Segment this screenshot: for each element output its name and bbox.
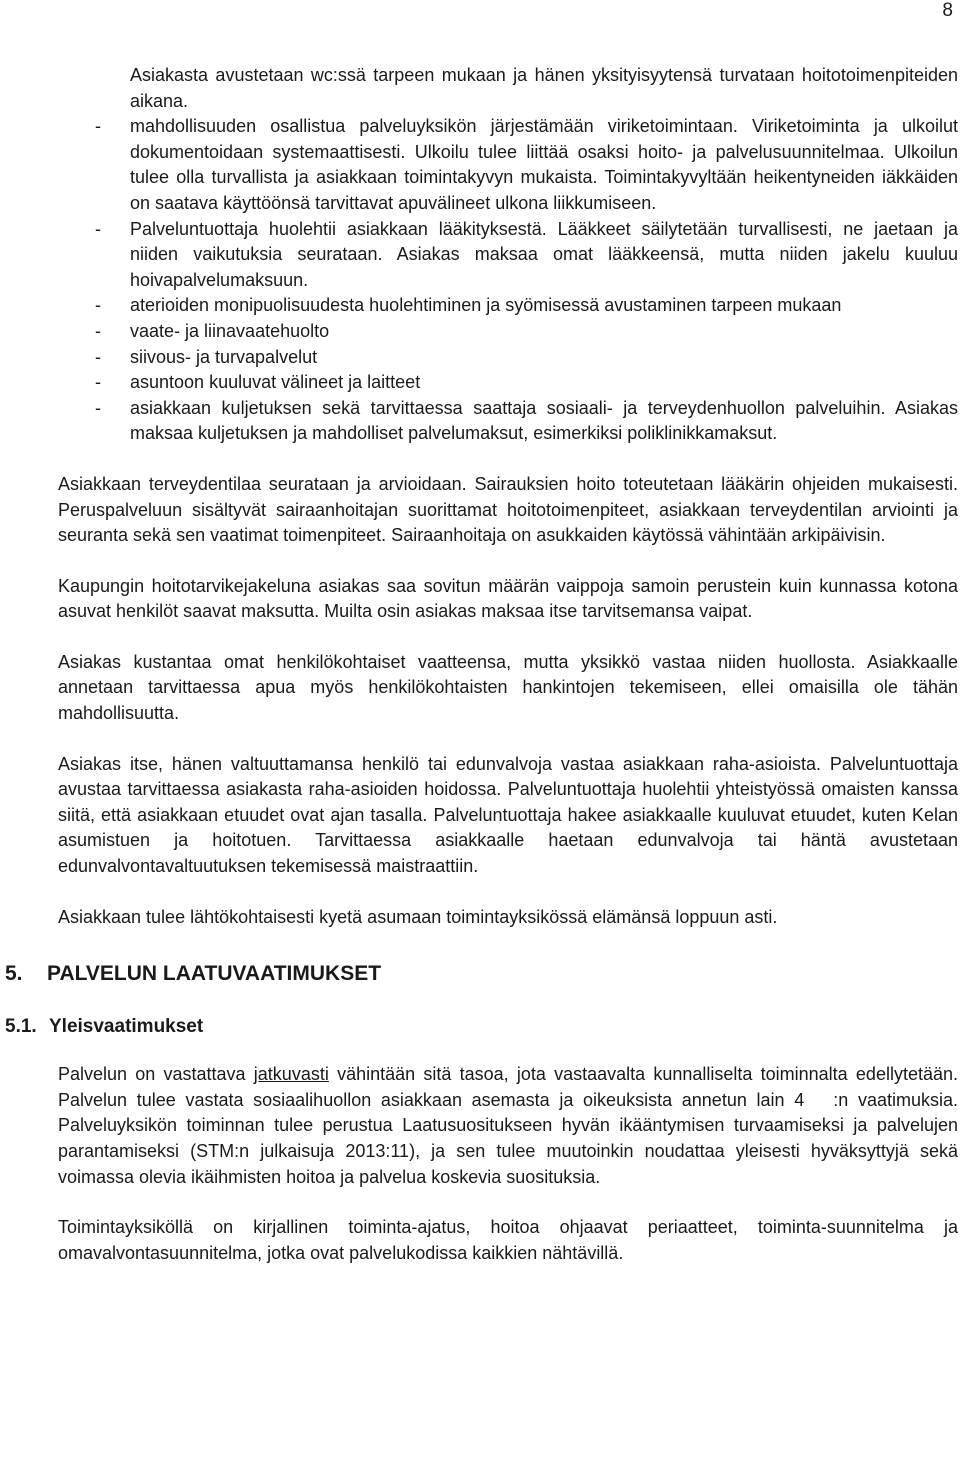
list-item-text: mahdollisuuden osallistua palveluyksikön järjestämään viriketoimintaan. Viriketoiminta ja ulkoilut dokumentoidaan systemaattisesti. Ulkoilu tulee liittää osaksi hoito- ja palvelusuunnitelmaa. Ulkoilun tulee olla turvallista ja asiakkaan toimintakyvyn mukaista. Toimintakyvyltään heikentyneiden iäkkäiden on saatava käyttöönsä tarvittavat apuvälineet ulkona liikkumiseen. — [130, 116, 958, 213]
list-item — [58, 293, 958, 319]
document-body — [5, 63, 958, 1266]
list-item-text: vaate- ja liinavaatehuolto — [130, 320, 330, 341]
list-dash: - — [95, 397, 101, 418]
list-dash: - — [95, 218, 101, 239]
list-item — [58, 217, 958, 294]
list-item-text: asuntoon kuuluvat välineet ja laitteet — [130, 372, 421, 393]
list-dash: - — [95, 372, 101, 393]
section-title: PALVELUN LAATUVAATIMUKSET — [47, 962, 382, 986]
section-heading — [5, 960, 958, 988]
list-item — [58, 370, 958, 396]
list-intro: Asiakasta avustetaan wc:ssä tarpeen mukaan ja hänen yksityisyytensä turvataan hoitotoimenpiteiden aikana. — [130, 65, 958, 111]
paragraph-finances: Asiakas itse, hänen valtuuttamansa henkilö tai edunvalvoja vastaa asiakkaan raha-asioista. Palveluntuottaja avustaa tarvittaessa asiakasta raha-asioiden hoidossa. Palveluntuottaja huolehtii yhteistyössä omaisten kanssa siitä, että asiakkaan etuudet ovat ajan tasalla. Palveluntuottaja hakee asiakkaalle kuuluvat etuudet, kuten Kelan asumistuen ja hoitotuen. Tarvittaessa asiakkaalle haetaan edunvalvoja tai häntä avustetaan edunvalvontavaltuutuksen tekemisessä maistraattiin. — [58, 753, 958, 877]
list-dash: - — [95, 295, 101, 316]
section-number: 5. — [5, 962, 23, 986]
list-item-text: asiakkaan kuljetuksen sekä tarvittaessa saattaja sosiaali- ja terveydenhuollon palveluihin. Asiakas maksaa kuljetuksen ja mahdolliset palvelumaksut, esimerkiksi poliklinikkamaksut. — [130, 397, 958, 444]
list-item — [58, 319, 958, 345]
list-item — [58, 396, 958, 447]
list-item — [58, 114, 958, 216]
paragraph-requirements — [58, 1062, 958, 1190]
paragraph-supplies: Kaupungin hoitotarvikejakeluna asiakas saa sovitun määrän vaippoja samoin perustein kuin kunnassa kotona asuvat henkilöt saavat maksutta. Muilta osin asiakas maksaa itse tarvitsemansa vaipat. — [58, 575, 958, 622]
list-dash: - — [95, 116, 101, 137]
paragraph-health: Asiakkaan terveydentilaa seurataan ja arvioidaan. Sairauksien hoito toteutetaan lääkärin ohjeiden mukaisesti. Peruspalveluun sisältyvät sairaanhoitajan suorittamat hoitotoimenpiteet, asiakkaan terveydentilan arviointi ja seuranta sekä sen vaatimat toimenpiteet. Sairaanhoitaja on asukkaiden käytössä vähintään arkipäivisin. — [58, 473, 958, 546]
requirements-text-before: Palvelun on vastattava — [58, 1064, 254, 1085]
subsection-number: 5.1. — [5, 1016, 37, 1038]
underlined-word: jatkuvasti — [253, 1064, 329, 1085]
page-number: 8 — [942, 0, 953, 21]
list-dash: - — [95, 346, 101, 367]
paragraph-mission: Toimintayksiköllä on kirjallinen toiminta-ajatus, hoitoa ohjaavat periaatteet, toiminta-suunnitelma ja omavalvontasuunnitelma, jotka ovat palvelukodissa kaikkien nähtävillä. — [58, 1217, 958, 1263]
subsection-title: Yleisvaatimukset — [49, 1016, 204, 1038]
subsection-heading — [5, 1014, 958, 1040]
list-item-text: siivous- ja turvapalvelut — [130, 346, 318, 367]
list-item-text: Palveluntuottaja huolehtii asiakkaan lääkityksestä. Lääkkeet säilytetään turvallisesti, ne jaetaan ja niiden vaikutuksia seurataan. Asiakas maksaa omat lääkkeensä, mutta niiden jakelu kuuluu hoivapalvelumaksuun. — [130, 218, 958, 290]
paragraph-living: Asiakkaan tulee lähtökohtaisesti kyetä asumaan toimintayksikössä elämänsä loppuun asti. — [58, 906, 778, 927]
list-item-text: aterioiden monipuolisuudesta huolehtiminen ja syömisessä avustaminen tarpeen mukaan — [130, 295, 842, 316]
paragraph-clothing: Asiakas kustantaa omat henkilökohtaiset vaatteensa, mutta yksikkö vastaa niiden huollosta. Asiakkaalle annetaan tarvittaessa apua myös henkilökohtaisten hankintojen tekemiseen, ellei omaisilla ole tähän mahdollisuutta. — [58, 651, 958, 724]
requirements-text-after: vähintään sitä tasoa, jota vastaavalta kunnalliselta toiminnalta edellytetään. Palvelun tulee vastata sosiaalihuollon asiakkaan asemasta ja oikeuksista annetun lain 4 :n vaatimuksia. Palveluyksikön toiminnan tulee perustua Laatusuositukseen hyvän ikääntymisen turvaamiseksi ja palvelujen parantamiseksi (STM:n julkaisuja 2013:11), ja sen tulee muutoinkin noudattaa yleisesti hyväksyttyjä sekä voimassa olevia ikäihmisten hoitoa ja palvelua koskevia suosituksia. — [58, 1064, 958, 1187]
list-dash: - — [95, 320, 101, 341]
list-item — [58, 345, 958, 371]
